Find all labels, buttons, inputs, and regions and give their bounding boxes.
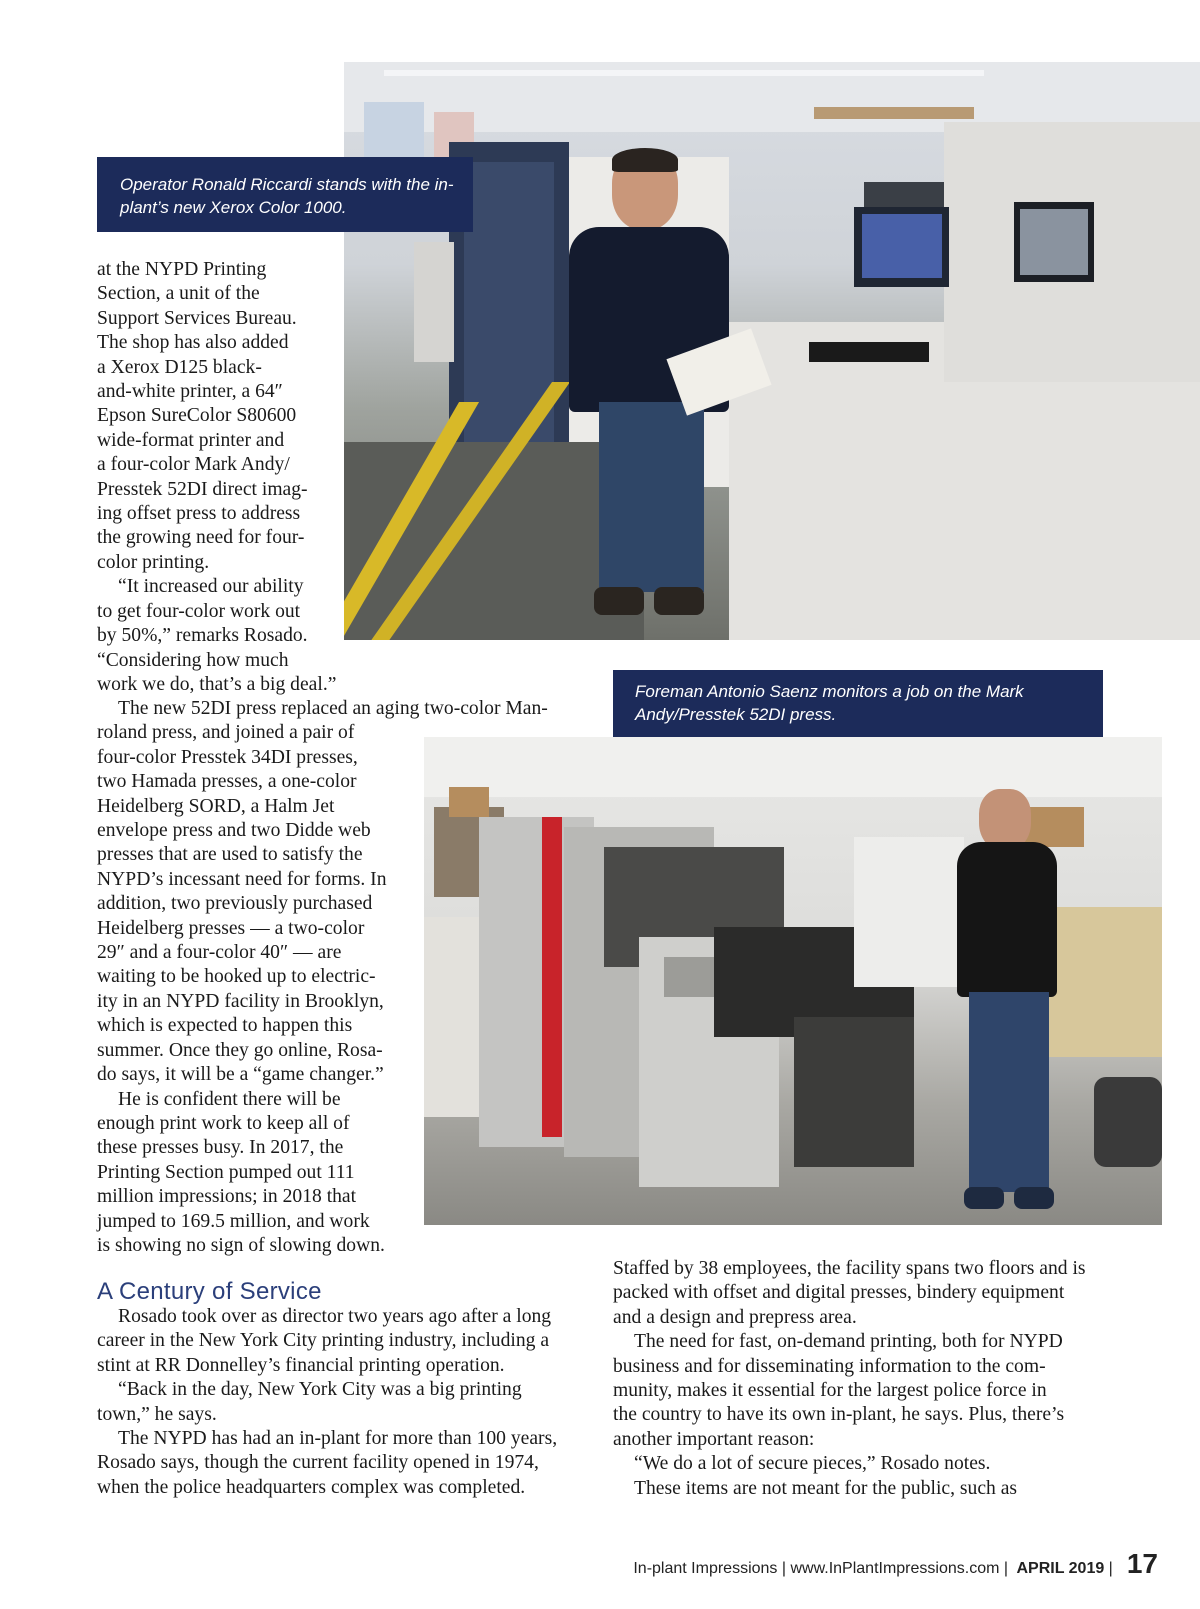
paragraph xyxy=(97,1378,579,1427)
text-line: These items are not meant for the public, such as xyxy=(634,1477,1018,1499)
text-line: NYPD’s incessant need for forms. In xyxy=(97,868,387,890)
paragraph xyxy=(97,258,327,575)
caption-text: Operator Ronald Riccardi stands with the in-plant’s new Xerox Color 1000. xyxy=(120,175,454,217)
page-number: 17 xyxy=(1126,1548,1158,1579)
text-line: at the NYPD Printing xyxy=(97,259,267,280)
text-line: and a design and prepress area. xyxy=(613,1306,857,1328)
text-line: munity, makes it essential for the largest police force in xyxy=(613,1380,1047,1402)
page-footer xyxy=(633,1548,1158,1580)
text-line: Support Services Bureau. xyxy=(97,307,297,329)
paragraph xyxy=(97,1305,579,1378)
body-column-1-top xyxy=(97,258,337,697)
text-line: summer. Once they go online, Rosa- xyxy=(97,1039,383,1061)
text-line: The new 52DI press replaced an aging two-color Man- xyxy=(118,698,548,719)
text-line: “We do a lot of secure pieces,” Rosado notes. xyxy=(634,1453,991,1475)
paragraph xyxy=(97,1088,575,1259)
text-line: four-color Presstek 34DI presses, xyxy=(97,746,358,768)
footer-publication: In-plant Impressions | www.InPlantImpressions.com | xyxy=(633,1560,1013,1577)
text-line: Rosado says, though the current facility opened in 1974, xyxy=(97,1452,539,1474)
photo-caption-presstek xyxy=(613,670,1103,737)
text-line: two Hamada presses, a one-color xyxy=(97,771,357,793)
text-line: Staffed by 38 employees, the facility spans two floors and is xyxy=(613,1258,1086,1279)
text-line: wide-format printer and xyxy=(97,429,285,451)
text-line: roland press, and joined a pair of xyxy=(97,722,355,744)
text-line: Presstek 52DI direct imag- xyxy=(97,478,308,500)
text-line: which is expected to happen this xyxy=(97,1015,353,1037)
body-column-1-middle xyxy=(97,697,575,1258)
text-line: envelope press and two Didde web xyxy=(97,820,371,842)
text-line: The need for fast, on-demand printing, both for NYPD xyxy=(634,1331,1063,1353)
text-line: do says, it will be a “game changer.” xyxy=(97,1064,384,1086)
paragraph xyxy=(613,1257,1113,1330)
text-line: the growing need for four- xyxy=(97,527,305,549)
text-line: Heidelberg presses — a two-color xyxy=(97,917,365,939)
text-line: business and for disseminating information to the com- xyxy=(613,1355,1046,1377)
photo-xerox-color-1000 xyxy=(344,62,1200,640)
text-line: “Back in the day, New York City was a big printing xyxy=(118,1379,522,1401)
paragraph xyxy=(97,1427,579,1500)
text-line: Section, a unit of the xyxy=(97,283,260,305)
text-line: packed with offset and digital presses, bindery equipment xyxy=(613,1282,1065,1304)
text-line: “It increased our ability xyxy=(118,576,304,598)
text-line: and-white printer, a 64″ xyxy=(97,381,283,403)
footer-separator: | xyxy=(1104,1560,1113,1577)
text-line: He is confident there will be xyxy=(118,1088,341,1110)
body-column-2 xyxy=(613,1257,1113,1501)
paragraph xyxy=(613,1330,1113,1452)
text-line: the country to have its own in-plant, he says. Plus, there’s xyxy=(613,1404,1065,1426)
text-line: ing offset press to address xyxy=(97,503,301,525)
text-line: waiting to be hooked up to electric- xyxy=(97,966,376,988)
text-line: “Considering how much xyxy=(97,649,289,671)
caption-text: Foreman Antonio Saenz monitors a job on the Mark Andy/Presstek 52DI press. xyxy=(635,682,1024,724)
text-line: a four-color Mark Andy/ xyxy=(97,454,290,476)
text-line: by 50%,” remarks Rosado. xyxy=(97,625,308,647)
photo-caption-xerox xyxy=(97,157,473,232)
text-line: work we do, that’s a big deal.” xyxy=(97,673,337,695)
text-line: Epson SureColor S80600 xyxy=(97,405,297,427)
paragraph xyxy=(613,1452,1113,1476)
paragraph xyxy=(97,697,575,1088)
text-line: when the police headquarters complex was completed. xyxy=(97,1476,526,1498)
text-line: these presses busy. In 2017, the xyxy=(97,1137,344,1159)
text-line: town,” he says. xyxy=(97,1403,217,1425)
text-line: a Xerox D125 black- xyxy=(97,356,262,378)
text-line: jumped to 169.5 million, and work xyxy=(97,1210,370,1232)
text-line: addition, two previously purchased xyxy=(97,893,373,915)
text-line: color printing. xyxy=(97,551,210,573)
body-column-1-bottom xyxy=(97,1305,579,1500)
text-line: ity in an NYPD facility in Brooklyn, xyxy=(97,990,384,1012)
text-line: 29″ and a four-color 40″ — are xyxy=(97,942,342,964)
text-line: Printing Section pumped out 111 xyxy=(97,1161,355,1183)
text-line: The shop has also added xyxy=(97,332,289,354)
paragraph xyxy=(613,1477,1113,1501)
text-line: million impressions; in 2018 that xyxy=(97,1186,357,1208)
text-line: enough print work to keep all of xyxy=(97,1112,350,1134)
text-line: to get four-color work out xyxy=(97,600,301,622)
section-subhead: A Century of Service xyxy=(97,1278,322,1305)
text-line: Heidelberg SORD, a Halm Jet xyxy=(97,795,335,817)
text-line: The NYPD has had an in-plant for more than 100 years, xyxy=(118,1428,558,1450)
footer-issue-date: APRIL 2019 xyxy=(1016,1560,1105,1577)
text-line: is showing no sign of slowing down. xyxy=(97,1234,385,1256)
paragraph xyxy=(97,575,337,697)
text-line: Rosado took over as director two years ago after a long xyxy=(118,1306,552,1327)
text-line: another important reason: xyxy=(613,1428,815,1450)
text-line: presses that are used to satisfy the xyxy=(97,844,363,866)
text-line: career in the New York City printing industry, including a xyxy=(97,1330,550,1352)
text-line: stint at RR Donnelley’s financial printing operation. xyxy=(97,1354,505,1376)
